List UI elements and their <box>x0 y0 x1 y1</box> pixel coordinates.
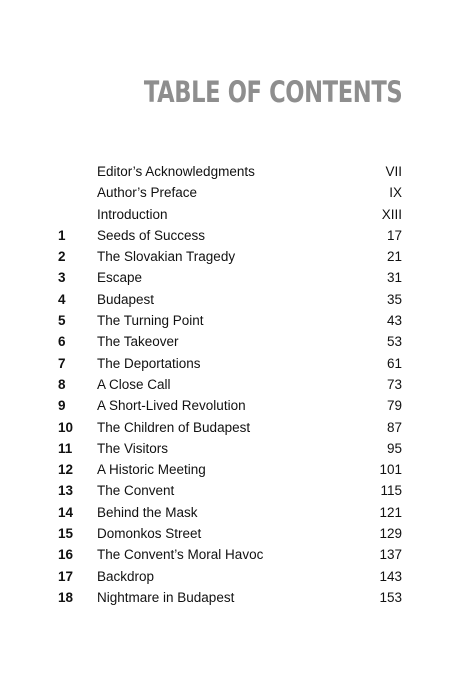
chapter-title: The Slovakian Tragedy <box>97 249 236 265</box>
chapter-title: The Turning Point <box>97 313 204 329</box>
page-number: 53 <box>386 334 402 350</box>
chapter-title: Author’s Preface <box>97 185 198 201</box>
toc-entry <box>58 587 402 608</box>
chapter-title: Domonkos Street <box>97 526 202 542</box>
page-number: 129 <box>379 526 402 542</box>
toc-entry <box>58 310 402 331</box>
chapter-title: Seeds of Success <box>97 227 206 243</box>
toc-entry <box>58 438 402 459</box>
page-number: 35 <box>386 291 402 307</box>
chapter-title: The Children of Budapest <box>97 419 251 435</box>
chapter-number: 7 <box>58 355 66 371</box>
chapter-title: Budapest <box>97 291 155 307</box>
page-number: 31 <box>386 270 402 286</box>
page-number: 17 <box>386 227 402 243</box>
toc-entry <box>58 374 402 395</box>
chapter-title: Backdrop <box>97 568 155 584</box>
page-number: 73 <box>386 376 402 392</box>
toc-entry <box>58 544 402 565</box>
toc-entry <box>58 161 402 182</box>
page-number: 143 <box>379 568 402 584</box>
toc-entry <box>58 480 402 501</box>
chapter-title: The Convent <box>97 483 175 499</box>
chapter-title: A Close Call <box>97 376 171 392</box>
chapter-number: 4 <box>58 291 66 307</box>
page-title: TABLE OF CONTENTS <box>143 75 402 109</box>
toc-entry <box>58 182 402 203</box>
toc-entry <box>58 459 402 480</box>
chapter-title: Behind the Mask <box>97 504 198 520</box>
page-number: IX <box>389 185 402 201</box>
toc-entry <box>58 225 402 246</box>
page-number: 153 <box>379 589 402 605</box>
toc-entry <box>58 353 402 374</box>
toc-entry <box>58 417 402 438</box>
chapter-title: Editor’s Acknowledgments <box>97 164 255 179</box>
chapter-number: 5 <box>58 313 66 329</box>
toc-entry <box>58 246 402 267</box>
page-number: VII <box>385 164 402 179</box>
toc-entry <box>58 502 402 523</box>
page-number: 137 <box>379 547 402 563</box>
page-number: 79 <box>386 398 402 414</box>
chapter-title: The Convent’s Moral Havoc <box>97 547 264 563</box>
chapter-number: 12 <box>58 462 74 478</box>
toc-entry <box>58 267 402 288</box>
toc-entry <box>58 204 402 225</box>
chapter-title: The Takeover <box>97 334 179 350</box>
page-number: XIII <box>381 206 402 222</box>
page-number: 43 <box>386 313 402 329</box>
chapter-number: 8 <box>58 376 66 392</box>
toc-entry <box>58 523 402 544</box>
toc-entry <box>58 289 402 310</box>
chapter-number: 16 <box>58 547 74 563</box>
chapter-number: 18 <box>58 589 74 605</box>
chapter-number: 9 <box>58 398 66 414</box>
chapter-number: 6 <box>58 334 66 350</box>
chapter-title: Escape <box>97 270 143 286</box>
chapter-title: A Historic Meeting <box>97 462 206 478</box>
toc-entry <box>58 395 402 416</box>
page-number: 95 <box>386 440 402 456</box>
chapter-number: 11 <box>58 440 73 456</box>
chapter-number: 10 <box>58 419 74 435</box>
chapter-number: 14 <box>58 504 74 520</box>
chapter-title: Introduction <box>97 206 168 222</box>
page-number: 101 <box>379 462 402 478</box>
chapter-title: A Short-Lived Revolution <box>97 398 246 414</box>
chapter-number: 2 <box>58 249 66 265</box>
table-of-contents-list <box>58 161 402 608</box>
page-number: 121 <box>379 504 402 520</box>
toc-entry <box>58 331 402 352</box>
chapter-number: 1 <box>58 227 66 243</box>
page-number: 87 <box>386 419 402 435</box>
page-number: 61 <box>386 355 402 371</box>
chapter-number: 15 <box>58 526 74 542</box>
chapter-number: 13 <box>58 483 74 499</box>
toc-entry <box>58 566 402 587</box>
chapter-title: The Deportations <box>97 355 201 371</box>
page-number: 115 <box>380 483 402 499</box>
chapter-title: Nightmare in Budapest <box>97 589 235 605</box>
chapter-number: 17 <box>58 568 74 584</box>
page-number: 21 <box>386 249 402 265</box>
chapter-title: The Visitors <box>97 440 169 456</box>
chapter-number: 3 <box>58 270 66 286</box>
